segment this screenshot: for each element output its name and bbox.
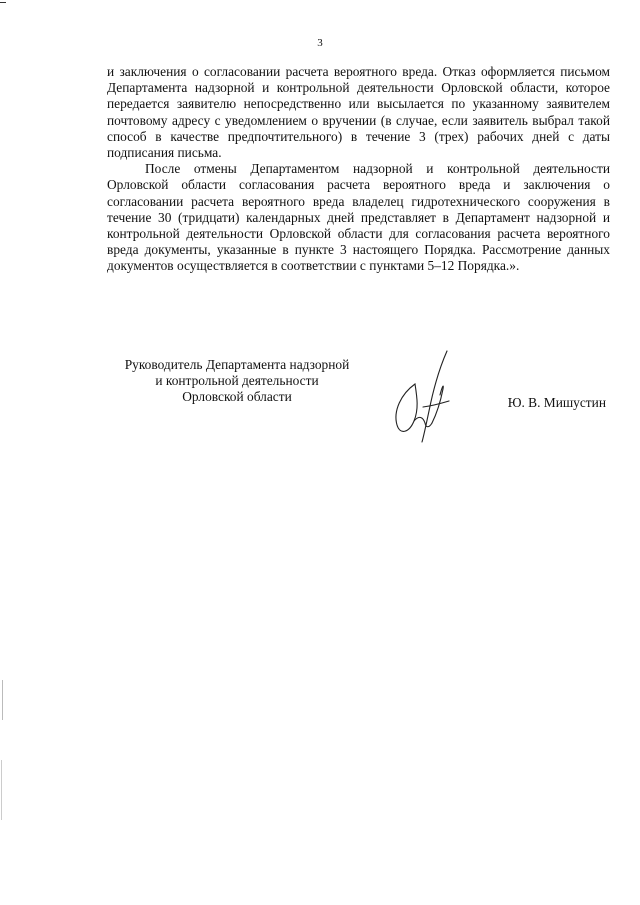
signature-block (107, 357, 610, 447)
scan-artifact-left-edge (2, 680, 3, 720)
paragraph-2: После отмены Департаментом надзорной и контрольной деятельности Орловской области согласования расчета вероятного вреда и заключения о согласовании расчета вероятного вреда владелец гидротехнического сооружения в течение 30 (тридцати) календарных дней представляет в Департамент надзорной и контрольной деятельности Орловской области для согласования расчета вероятного вреда документы, указанные в пункте 3 настоящего Порядка. Рассмотрение данных документов осуществляется в соответствии с пунктами 5–12 Порядка.». (107, 161, 610, 274)
page-number: 3 (317, 37, 323, 49)
scan-artifact-left-edge-lower (1, 760, 2, 820)
paragraph-1: и заключения о согласовании расчета вероятного вреда. Отказ оформляется письмом Департамента надзорной и контрольной деятельности Орловской области, которое передается заявителю непосредственно или высылается по указанному заявителем почтовому адресу с уведомлением о вручении (в случае, если заявитель выбрал такой способ в качестве предпочтительного) в течение 3 (трех) рабочих дней с даты подписания письма. (107, 64, 610, 161)
signer-position-line-1: Руководитель Департамента надзорной (124, 357, 350, 372)
signer-position-line-2: и контрольной деятельности (155, 373, 319, 389)
handwritten-signature (379, 349, 469, 444)
body-text (107, 64, 610, 275)
scan-artifact-top-left (0, 2, 6, 3)
signer-position (107, 357, 367, 406)
signer-name: Ю. В. Мишустин (507, 395, 606, 410)
signer-position-line-3: Орловской области (182, 389, 292, 405)
